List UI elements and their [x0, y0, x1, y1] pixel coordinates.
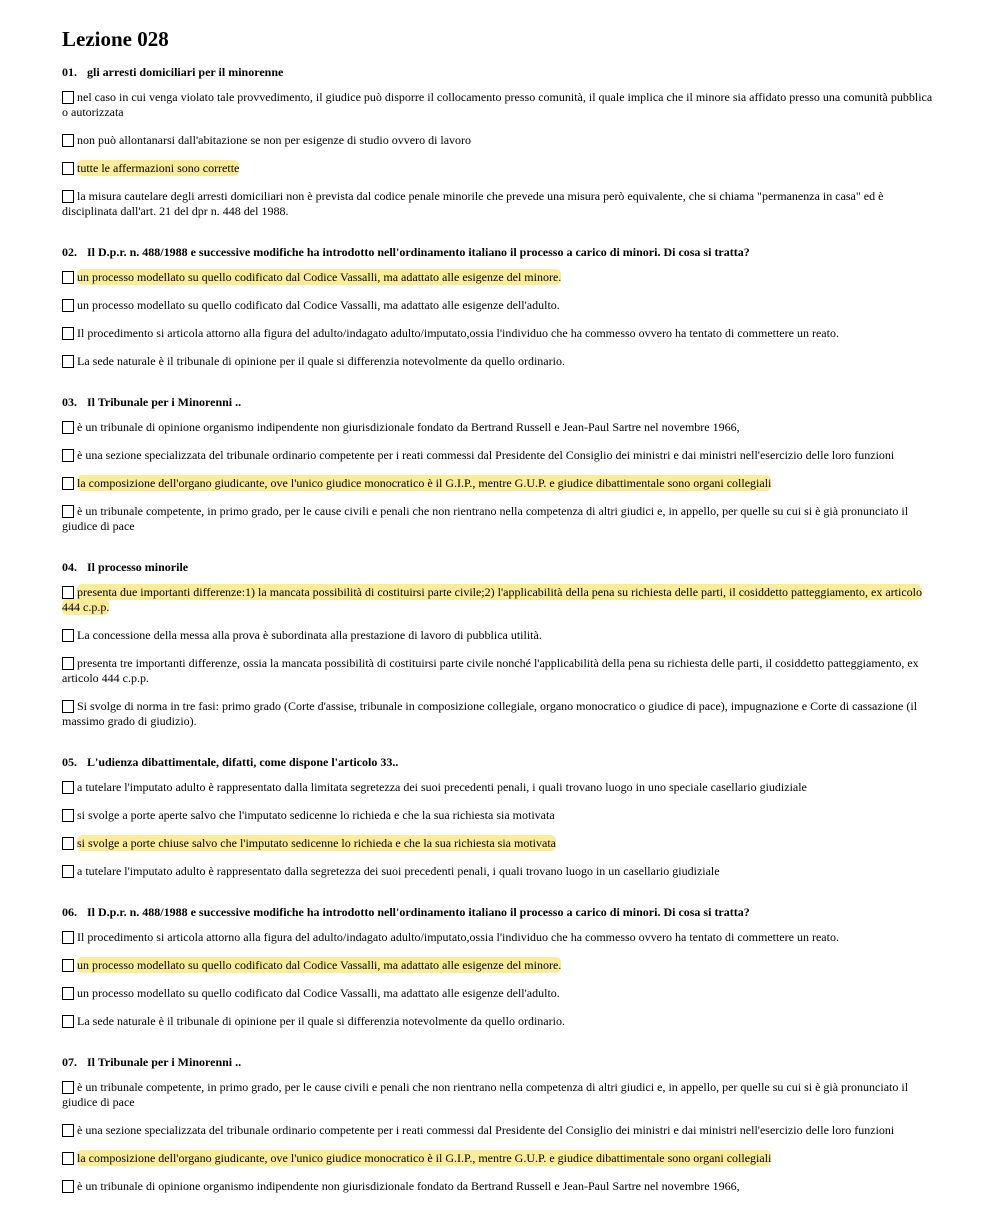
answer-text: è un tribunale competente, in primo grado, per le cause civili e penali che non rientrano nella competenza di altri giudici e, in appello, per quelle su cui si è già pronunciato il giudice di pace	[62, 504, 909, 533]
answer-option	[62, 986, 940, 1001]
answer-option	[62, 656, 940, 686]
question-block	[62, 245, 940, 369]
answer-option	[62, 476, 940, 491]
answer-text: è una sezione specializzata del tribunale ordinario competente per i reati commessi dal Presidente del Consiglio dei ministri e dai ministri nell'esercizio delle loro funzioni	[77, 1123, 895, 1137]
answer-text: è un tribunale di opinione organismo indipendente non giurisdizionale fondato da Bertrand Russell e Jean-Paul Sartre nel novembre 1966,	[77, 1179, 740, 1193]
question-block	[62, 65, 940, 219]
answer-checkbox[interactable]	[62, 355, 74, 368]
answer-option	[62, 448, 940, 463]
answer-text: è un tribunale competente, in primo grado, per le cause civili e penali che non rientrano nella competenza di altri giudici e, in appello, per quelle su cui si è già pronunciato il giudice di pace	[62, 1080, 909, 1109]
question-block	[62, 395, 940, 534]
answer-checkbox[interactable]	[62, 91, 74, 104]
answer-text: si svolge a porte aperte salvo che l'imputato sedicenne lo richieda e che la sua richiesta sia motivata	[77, 808, 555, 822]
answer-text: Il procedimento si articola attorno alla figura del adulto/indagato adulto/imputato,ossia l'individuo che ha commesso ovvero ha tentato di commettere un reato.	[77, 930, 839, 944]
answer-text: La sede naturale è il tribunale di opinione per il quale si differenzia notevolmente da quello ordinario.	[77, 1014, 565, 1028]
answer-checkbox[interactable]	[62, 327, 74, 340]
answer-checkbox[interactable]	[62, 931, 74, 944]
answer-checkbox[interactable]	[62, 586, 74, 599]
answer-option	[62, 864, 940, 879]
answer-text: la misura cautelare degli arresti domiciliari non è prevista dal codice penale minorile che prevede una misura però equivalente, che si chiama "permanenza in casa" ed è disciplinata dall'art. 21 del dpr n. 448 del 1988.	[62, 189, 884, 218]
answer-checkbox[interactable]	[62, 505, 74, 518]
question-label: L'udienza dibattimentale, difatti, come dispone l'articolo 33..	[87, 755, 399, 769]
answer-text: è una sezione specializzata del tribunale ordinario competente per i reati commessi dal Presidente del Consiglio dei ministri e dai ministri nell'esercizio delle loro funzioni	[77, 448, 895, 462]
question-label: Il D.p.r. n. 488/1988 e successive modifiche ha introdotto nell'ordinamento italiano il processo a carico di minori. Di cosa si tratta?	[87, 905, 750, 919]
answer-checkbox[interactable]	[62, 657, 74, 670]
answer-checkbox[interactable]	[62, 700, 74, 713]
question-block	[62, 560, 940, 729]
answer-checkbox[interactable]	[62, 449, 74, 462]
question-number: 04.	[62, 560, 77, 574]
answer-text-highlighted: la composizione dell'organo giudicante, ove l'unico giudice monocratico è il G.I.P., mentre G.U.P. e giudice dibattimentale sono organi collegiali	[77, 476, 772, 490]
answer-text-highlighted: presenta due importanti differenze:1) la mancata possibilità di costituirsi parte civile;2) l'applicabilità della pena su richiesta delle parti, il cosiddetto patteggiamento, ex articolo 444 c.p.p.	[62, 585, 922, 614]
answer-checkbox[interactable]	[62, 1081, 74, 1094]
answer-option	[62, 270, 940, 285]
answer-text: a tutelare l'imputato adulto è rappresentato dalla segretezza dei suoi precedenti penali, i quali trovano luogo in un casellario giudiziale	[77, 864, 720, 878]
answer-option	[62, 585, 940, 615]
question-text	[62, 560, 940, 575]
question-text	[62, 395, 940, 410]
answer-text-highlighted: tutte le affermazioni sono corrette	[77, 161, 240, 175]
answer-text: nel caso in cui venga violato tale provvedimento, il giudice può disporre il collocamento presso comunità, il quale implica che il minore sia affidato presso una comunità pubblica o autorizzata	[62, 90, 933, 119]
question-text	[62, 245, 940, 260]
answer-checkbox[interactable]	[62, 837, 74, 850]
answer-text-highlighted: si svolge a porte chiuse salvo che l'imputato sedicenne lo richieda e che la sua richiesta sia motivata	[77, 836, 556, 850]
question-number: 07.	[62, 1055, 77, 1069]
answer-text: La sede naturale è il tribunale di opinione per il quale si differenzia notevolmente da quello ordinario.	[77, 354, 565, 368]
answer-option	[62, 808, 940, 823]
question-text	[62, 1055, 940, 1070]
answer-option	[62, 326, 940, 341]
question-text	[62, 905, 940, 920]
answer-option	[62, 504, 940, 534]
answer-option	[62, 930, 940, 945]
question-number: 03.	[62, 395, 77, 409]
answer-checkbox[interactable]	[62, 1015, 74, 1028]
answer-text: La concessione della messa alla prova è subordinata alla prestazione di lavoro di pubblica utilità.	[77, 628, 542, 642]
answer-checkbox[interactable]	[62, 1124, 74, 1137]
answer-option	[62, 1123, 940, 1138]
question-label: Il D.p.r. n. 488/1988 e successive modifiche ha introdotto nell'ordinamento italiano il processo a carico di minori. Di cosa si tratta?	[87, 245, 750, 259]
answer-checkbox[interactable]	[62, 987, 74, 1000]
answer-text: presenta tre importanti differenze, ossia la mancata possibilità di costituirsi parte civile nonché l'applicabilità della pena su richiesta delle parti, il cosiddetto patteggiamento, ex articolo 444 c.p.p.	[62, 656, 919, 685]
page-title: Lezione 028	[62, 27, 169, 51]
answer-text: un processo modellato su quello codificato dal Codice Vassalli, ma adattato alle esigenze dell'adulto.	[77, 986, 560, 1000]
answer-option	[62, 298, 940, 313]
question-block	[62, 1055, 940, 1194]
question-text	[62, 65, 940, 80]
answer-option	[62, 133, 940, 148]
question-label: gli arresti domiciliari per il minorenne	[87, 65, 284, 79]
question-label: Il Tribunale per i Minorenni ..	[87, 395, 242, 409]
document-page	[62, 26, 940, 1220]
answer-checkbox[interactable]	[62, 1152, 74, 1165]
answer-checkbox[interactable]	[62, 1180, 74, 1193]
question-label: Il Tribunale per i Minorenni ..	[87, 1055, 242, 1069]
question-number: 05.	[62, 755, 77, 769]
question-number: 01.	[62, 65, 77, 79]
question-block	[62, 755, 940, 879]
question-text	[62, 755, 940, 770]
answer-text-highlighted: la composizione dell'organo giudicante, ove l'unico giudice monocratico è il G.I.P., mentre G.U.P. e giudice dibattimentale sono organi collegiali	[77, 1151, 772, 1165]
question-list	[62, 65, 940, 1194]
answer-option	[62, 628, 940, 643]
answer-checkbox[interactable]	[62, 162, 74, 175]
answer-option	[62, 189, 940, 219]
answer-option	[62, 780, 940, 795]
answer-checkbox[interactable]	[62, 809, 74, 822]
answer-text: Si svolge di norma in tre fasi: primo grado (Corte d'assise, tribunale in composizione collegiale, organo monocratico o giudice di pace), impugnazione e Corte di cassazione (il massimo grado di giudizio).	[62, 699, 918, 728]
answer-text: è un tribunale di opinione organismo indipendente non giurisdizionale fondato da Bertrand Russell e Jean-Paul Sartre nel novembre 1966,	[77, 420, 740, 434]
answer-option	[62, 1151, 940, 1166]
answer-checkbox[interactable]	[62, 477, 74, 490]
answer-option	[62, 1014, 940, 1029]
answer-option	[62, 1080, 940, 1110]
question-label: Il processo minorile	[87, 560, 189, 574]
answer-text: a tutelare l'imputato adulto è rappresentato dalla limitata segretezza dei suoi precedenti penali, i quali trovano luogo in uno speciale casellario giudiziale	[77, 780, 807, 794]
answer-option	[62, 958, 940, 973]
answer-text-highlighted: un processo modellato su quello codificato dal Codice Vassalli, ma adattato alle esigenze del minore.	[77, 958, 562, 972]
answer-checkbox[interactable]	[62, 629, 74, 642]
answer-checkbox[interactable]	[62, 134, 74, 147]
answer-checkbox[interactable]	[62, 421, 74, 434]
answer-checkbox[interactable]	[62, 959, 74, 972]
question-number: 02.	[62, 245, 77, 259]
answer-option	[62, 1179, 940, 1194]
answer-option	[62, 90, 940, 120]
answer-option	[62, 836, 940, 851]
answer-checkbox[interactable]	[62, 271, 74, 284]
question-block	[62, 905, 940, 1029]
answer-checkbox[interactable]	[62, 299, 74, 312]
answer-option	[62, 354, 940, 369]
answer-option	[62, 161, 940, 176]
answer-text-highlighted: un processo modellato su quello codificato dal Codice Vassalli, ma adattato alle esigenze del minore.	[77, 270, 562, 284]
answer-option	[62, 420, 940, 435]
answer-checkbox[interactable]	[62, 190, 74, 203]
answer-text: non può allontanarsi dall'abitazione se non per esigenze di studio ovvero di lavoro	[77, 133, 472, 147]
answer-text: un processo modellato su quello codificato dal Codice Vassalli, ma adattato alle esigenze dell'adulto.	[77, 298, 560, 312]
answer-checkbox[interactable]	[62, 865, 74, 878]
question-number: 06.	[62, 905, 77, 919]
answer-checkbox[interactable]	[62, 781, 74, 794]
answer-option	[62, 699, 940, 729]
answer-text: Il procedimento si articola attorno alla figura del adulto/indagato adulto/imputato,ossia l'individuo che ha commesso ovvero ha tentato di commettere un reato.	[77, 326, 839, 340]
